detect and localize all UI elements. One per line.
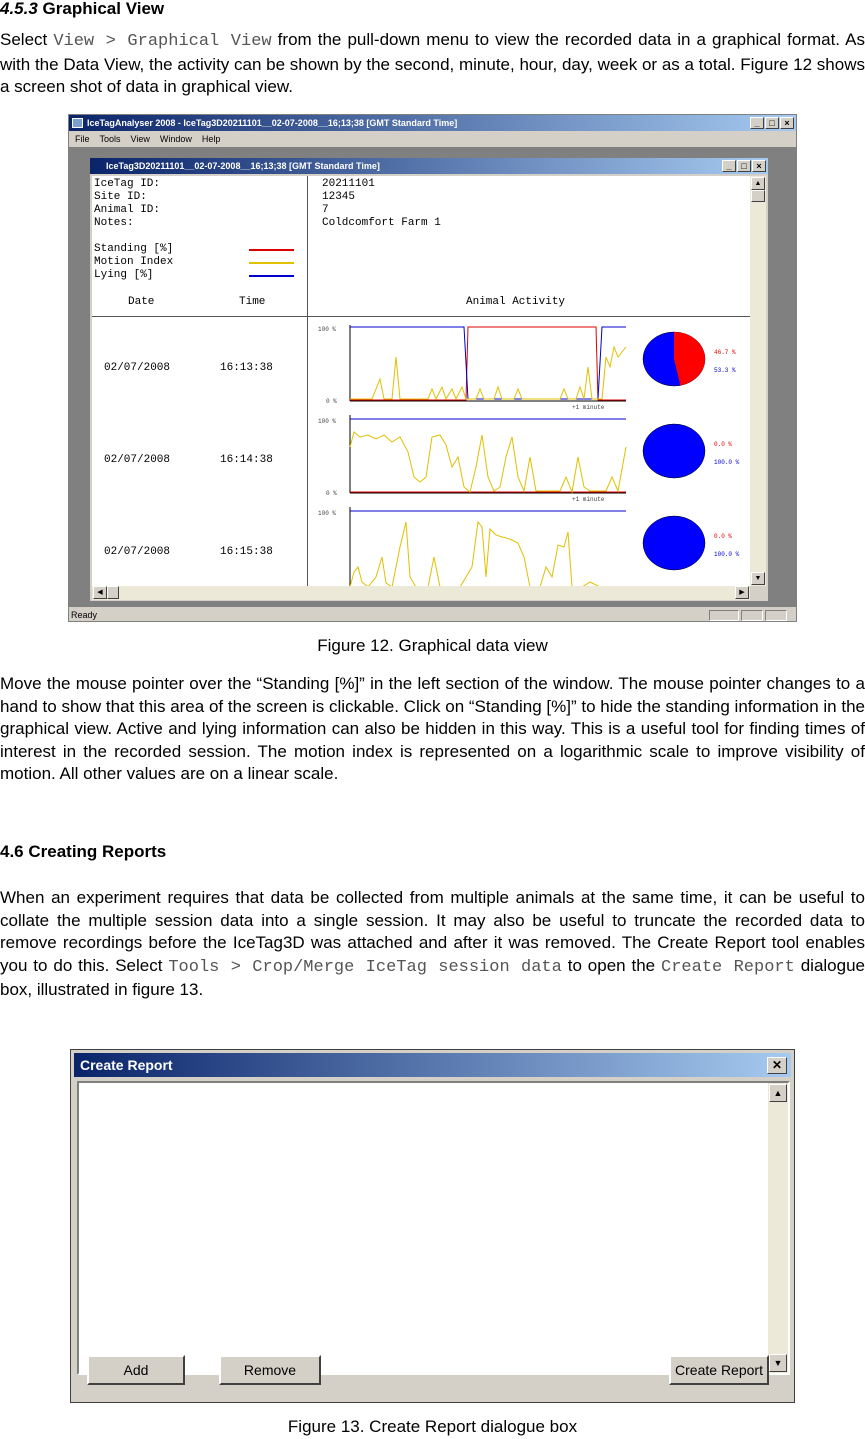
legend-standing-swatch bbox=[249, 249, 294, 251]
motion-series bbox=[350, 432, 626, 492]
lying-series bbox=[350, 327, 626, 399]
legend bbox=[94, 243, 299, 282]
pie-lying-label: 100.0 % bbox=[714, 459, 740, 466]
activity-chart-row-2 bbox=[318, 415, 740, 503]
legend-lying[interactable] bbox=[94, 269, 299, 282]
legend-lying-label: Lying [%] bbox=[94, 269, 154, 281]
info-values bbox=[322, 178, 441, 230]
scroll-up-icon[interactable]: ▲ bbox=[769, 1084, 787, 1102]
pie-lying-label: 100.0 % bbox=[714, 551, 740, 558]
y-axis-top-label: 100 % bbox=[318, 418, 337, 425]
menu-window[interactable]: Window bbox=[159, 134, 192, 144]
legend-motion[interactable] bbox=[94, 256, 299, 269]
figure-12-caption: Figure 12. Graphical data view bbox=[317, 636, 548, 655]
menu-help[interactable]: Help bbox=[201, 134, 221, 144]
section-heading-4-6: 4.6 Creating Reports bbox=[0, 842, 167, 861]
y-axis-top-label: 100 % bbox=[318, 510, 337, 517]
session-child-window bbox=[89, 157, 769, 602]
text-run: from the pull-down menu to view the recorded data in a graphical format. As with the Data View, the activity can be shown by the second, minute, hour, day, week or as a total. Figure 12 shows a screen shot of data in graphical view. bbox=[0, 30, 865, 96]
activity-pie bbox=[643, 424, 705, 478]
status-panel bbox=[709, 610, 739, 621]
scroll-right-icon[interactable]: ▶ bbox=[735, 586, 749, 599]
text-run: to open the bbox=[561, 955, 662, 975]
app-title: IceTagAnalyser 2008 - IceTag3D20211101__02-07-2008__16;13;38 [GMT Standard Time] bbox=[87, 118, 458, 128]
icetag-id-label: IceTag ID: bbox=[94, 178, 161, 190]
legend-motion-label: Motion Index bbox=[94, 256, 174, 268]
animal-id-value: 7 bbox=[322, 204, 329, 216]
pie-standing-label: 0.0 % bbox=[714, 533, 733, 540]
motion-series bbox=[350, 522, 626, 586]
maximize-button[interactable]: □ bbox=[765, 117, 779, 129]
hscroll-thumb[interactable] bbox=[107, 586, 119, 599]
child-close-button[interactable]: × bbox=[752, 160, 766, 172]
graphical-view-paragraph bbox=[0, 29, 865, 99]
activity-graphs bbox=[310, 317, 750, 586]
x-axis-label: +1 minute bbox=[572, 496, 605, 503]
app-title-bar bbox=[69, 115, 796, 131]
creating-reports-paragraph bbox=[0, 887, 865, 1002]
scroll-down-icon[interactable]: ▼ bbox=[769, 1354, 787, 1372]
pie-lying-label: 53.3 % bbox=[714, 367, 736, 374]
menu-bar bbox=[69, 131, 796, 147]
row-date: 02/07/2008 bbox=[104, 454, 171, 466]
legend-lying-swatch bbox=[249, 275, 294, 277]
remove-button[interactable]: Remove bbox=[219, 1355, 321, 1385]
status-panel bbox=[741, 610, 763, 621]
text-run: Select bbox=[0, 30, 54, 49]
add-button[interactable]: Add bbox=[87, 1355, 185, 1385]
menu-file[interactable]: File bbox=[75, 134, 90, 144]
row-time: 16:13:38 bbox=[220, 362, 273, 374]
figure-13-caption: Figure 13. Create Report dialogue box bbox=[287, 1417, 578, 1436]
activity-chart-row-1 bbox=[318, 325, 736, 411]
standing-pie-slice bbox=[674, 332, 705, 385]
y-axis-bottom-label: 0 % bbox=[326, 398, 337, 405]
child-minimize-button[interactable]: _ bbox=[722, 160, 736, 172]
row-date: 02/07/2008 bbox=[104, 362, 171, 374]
minimize-button[interactable]: _ bbox=[750, 117, 764, 129]
standing-series bbox=[350, 327, 626, 400]
motion-series bbox=[350, 347, 626, 399]
notes-label: Notes: bbox=[94, 217, 134, 229]
child-title: IceTag3D20211101__02-07-2008__16;13;38 [GMT Standard Time] bbox=[106, 161, 380, 171]
legend-standing[interactable] bbox=[94, 243, 299, 256]
pie-standing-label: 46.7 % bbox=[714, 349, 736, 356]
app-icon bbox=[72, 118, 83, 128]
dialog-name-code: Create Report bbox=[661, 957, 795, 977]
y-axis-bottom-label: 0 % bbox=[326, 490, 337, 497]
legend-standing-label: Standing [%] bbox=[94, 243, 174, 255]
mouse-pointer-paragraph: Move the mouse pointer over the “Standing [%]” in the left section of the window. The mouse pointer changes to a hand to show that this area of the screen is clickable. Click on “Standing [%]” to hide the standing information in the graphical view. Active and lying information can also be hidden in this way. This is a useful tool for finding times of interest in the recorded session. The motion index is represented on a logarithmic scale to improve visibility of motion. All other values are on a linear scale. bbox=[0, 674, 865, 783]
status-bar-text: Ready bbox=[71, 610, 98, 620]
row-date: 02/07/2008 bbox=[104, 546, 171, 558]
legend-motion-swatch bbox=[249, 262, 294, 264]
section-heading-4-5-3 bbox=[0, 0, 164, 19]
info-labels bbox=[94, 178, 160, 230]
activity-column-header: Animal Activity bbox=[466, 296, 566, 308]
graph-view-content bbox=[92, 176, 750, 586]
close-button[interactable]: × bbox=[780, 117, 794, 129]
create-report-dialog bbox=[70, 1049, 795, 1403]
scroll-thumb[interactable] bbox=[751, 190, 765, 202]
scroll-left-icon[interactable]: ◀ bbox=[93, 586, 107, 599]
row-time: 16:14:38 bbox=[220, 454, 273, 466]
site-id-label: Site ID: bbox=[94, 191, 147, 203]
time-column-header: Time bbox=[239, 296, 266, 308]
y-axis-top-label: 100 % bbox=[318, 326, 337, 333]
child-maximize-button[interactable]: □ bbox=[737, 160, 751, 172]
status-panel bbox=[765, 610, 787, 621]
section-title: Graphical View bbox=[42, 0, 165, 18]
menu-path-code: Tools > Crop/Merge IceTag session data bbox=[168, 957, 562, 977]
create-report-button[interactable]: Create Report bbox=[669, 1355, 769, 1385]
section-number: 4.5.3 bbox=[0, 0, 38, 18]
animal-id-label: Animal ID: bbox=[94, 204, 161, 216]
dialog-title-bar bbox=[74, 1053, 791, 1077]
x-axis-label: +1 minute bbox=[572, 404, 605, 411]
menu-path-code: View > Graphical View bbox=[53, 32, 272, 51]
close-icon[interactable]: ✕ bbox=[767, 1057, 787, 1074]
vertical-scrollbar[interactable] bbox=[750, 176, 766, 586]
column-divider bbox=[307, 176, 308, 586]
menu-tools[interactable]: Tools bbox=[99, 134, 121, 144]
site-id-value: 12345 bbox=[322, 191, 356, 203]
row-time: 16:15:38 bbox=[220, 546, 273, 558]
list-scrollbar[interactable] bbox=[768, 1083, 788, 1373]
mdi-workspace bbox=[69, 147, 797, 607]
dialog-title: Create Report bbox=[80, 1057, 173, 1073]
scroll-up-icon[interactable]: ▲ bbox=[751, 177, 765, 190]
child-title-bar bbox=[90, 158, 768, 174]
horizontal-scrollbar[interactable] bbox=[92, 586, 750, 600]
date-column-header: Date bbox=[128, 296, 155, 308]
pie-standing-label: 0.0 % bbox=[714, 441, 733, 448]
session-list[interactable] bbox=[77, 1081, 790, 1375]
text-run: dialogue box, illustrated in figure 13. bbox=[0, 955, 865, 999]
activity-pie bbox=[643, 516, 705, 570]
menu-view[interactable]: View bbox=[130, 134, 150, 144]
notes-value: Coldcomfort Farm 1 bbox=[322, 217, 441, 229]
activity-chart-row-3 bbox=[318, 507, 740, 586]
icetag-id-value: 20211101 bbox=[322, 178, 375, 190]
scroll-down-icon[interactable]: ▼ bbox=[751, 572, 765, 585]
icetag-analyser-window bbox=[68, 114, 797, 622]
text-run: When an experiment requires that data be collected from multiple animals at the same time, it can be useful to collate the multiple session data into a single session. It may also be useful to truncate the recorded data to remove recordings before the IceTag3D was attached and after it was removed. The Create Report tool enables you to do this. Select bbox=[0, 888, 865, 975]
